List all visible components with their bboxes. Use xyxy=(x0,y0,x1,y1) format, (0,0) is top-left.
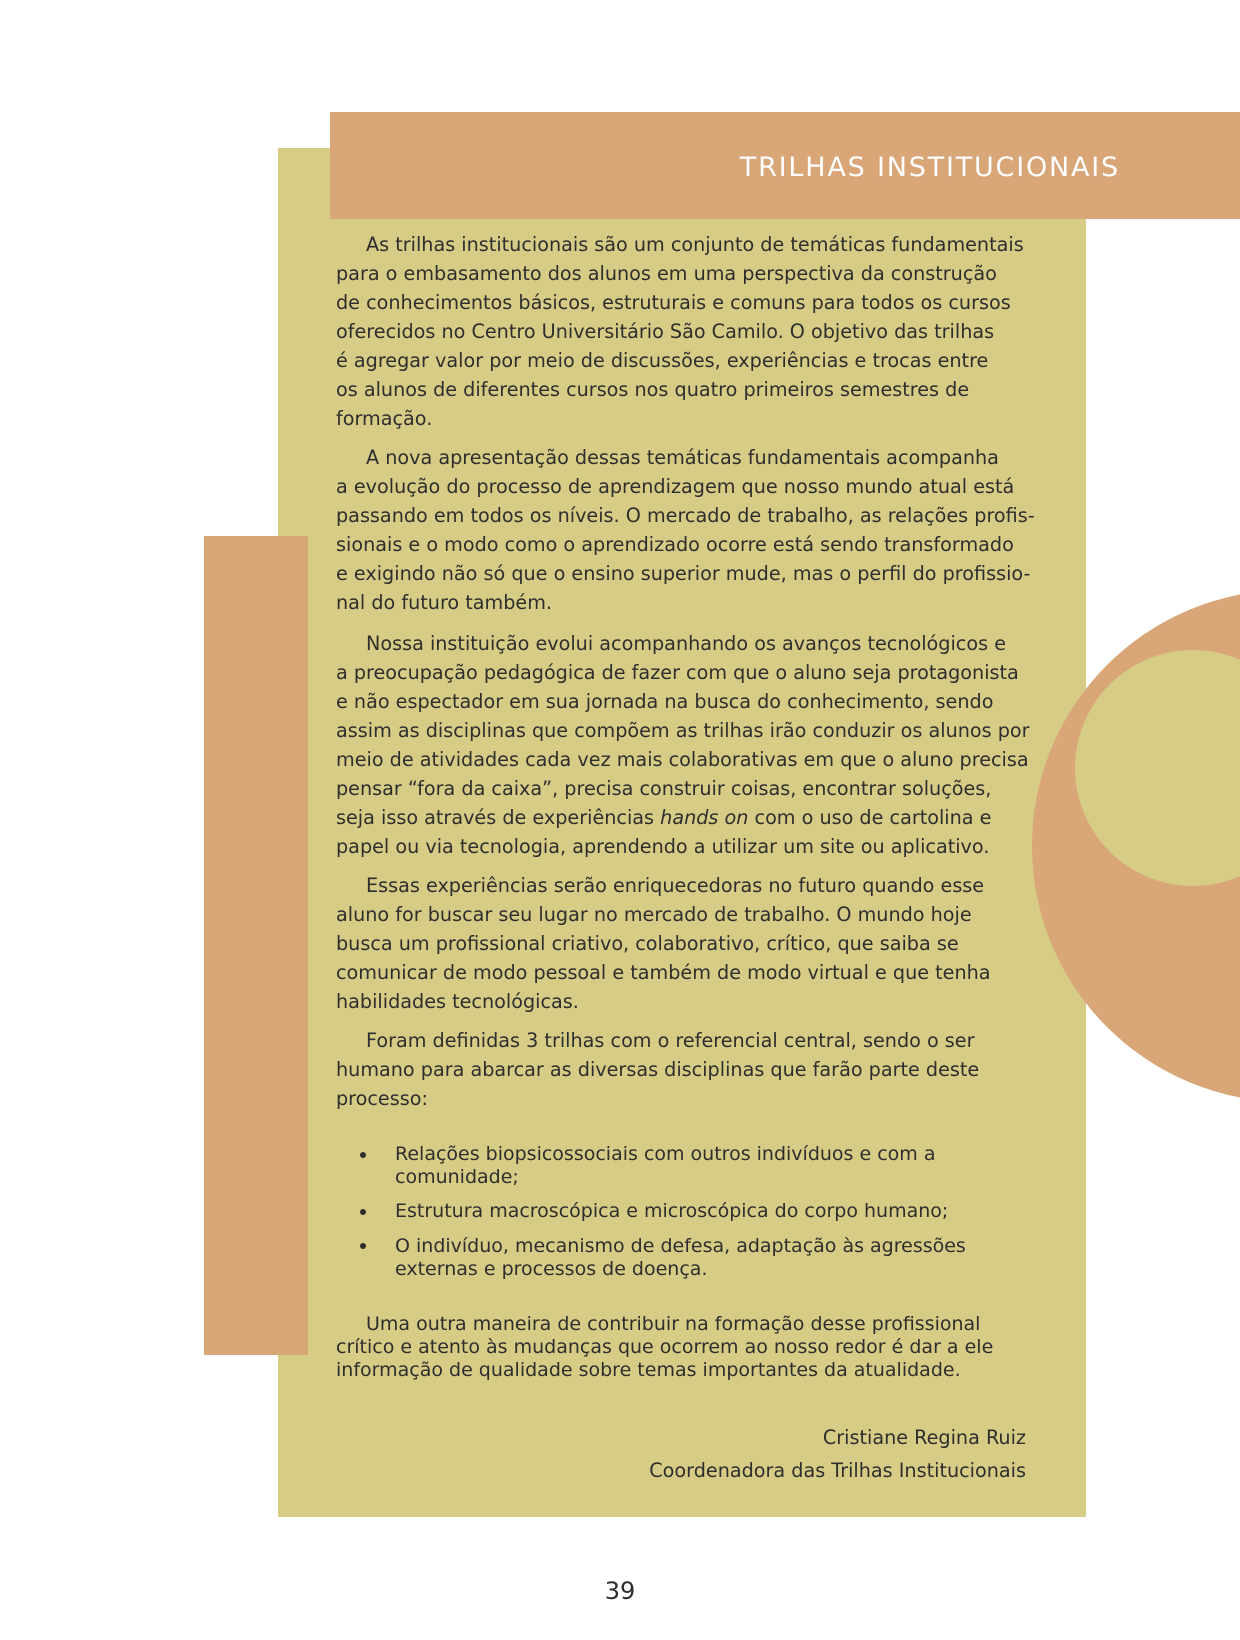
text-line: é agregar valor por meio de discussões, experiências e trocas entre xyxy=(336,349,989,372)
text-line: comunicar de modo pessoal e também de modo virtual e que tenha xyxy=(336,961,991,984)
text-line: Uma outra maneira de contribuir na formação desse profissional xyxy=(366,1313,981,1335)
text-segment: seja isso através de experiências xyxy=(336,805,661,829)
text-line: As trilhas institucionais são um conjunto de temáticas fundamentais xyxy=(366,233,1024,256)
text-line: Relações biopsicossociais com outros indivíduos e com a xyxy=(395,1143,936,1165)
header-band xyxy=(330,112,1240,219)
paragraph-new-presentation xyxy=(336,443,1056,617)
text-line: assim as disciplinas que compõem as trilhas irão conduzir os alunos por xyxy=(336,718,1030,742)
text-line: O indivíduo, mecanismo de defesa, adaptação às agressões xyxy=(395,1234,966,1257)
text-line: sionais e o modo como o aprendizado ocorre está sendo transformado xyxy=(336,533,1014,556)
text-line: crítico e atento às mudanças que ocorrem ao nosso redor é dar a ele xyxy=(336,1336,994,1358)
text-line: habilidades tecnológicas. xyxy=(336,990,579,1013)
bullet-marker xyxy=(360,1209,366,1215)
text-line: e exigindo não só que o ensino superior mude, mas o perfil do profissio- xyxy=(336,562,1031,585)
paragraph-trails-defined xyxy=(336,1026,1056,1113)
text-line: aluno for buscar seu lugar no mercado de trabalho. O mundo hoje xyxy=(336,903,972,926)
author-role: Coordenadora das Trilhas Institucionais xyxy=(649,1458,1026,1482)
italic-term: hands on xyxy=(660,805,749,829)
list-item xyxy=(336,1143,1036,1189)
bullet-marker xyxy=(360,1243,366,1249)
author-name: Cristiane Regina Ruiz xyxy=(822,1425,1026,1449)
page-title: TRILHAS INSTITUCIONAIS xyxy=(739,152,1120,183)
text-line xyxy=(336,803,1056,832)
text-line: externas e processos de doença. xyxy=(395,1257,708,1280)
text-line: Foram definidas 3 trilhas com o referencial central, sendo o ser xyxy=(366,1028,975,1052)
paragraph-institution xyxy=(336,629,1056,861)
paragraph-intro xyxy=(336,230,1056,433)
text-line: Essas experiências serão enriquecedoras no futuro quando esse xyxy=(366,874,985,897)
text-line: meio de atividades cada vez mais colaborativas em que o aluno precisa xyxy=(336,747,1029,771)
paragraph-experiences xyxy=(336,871,1056,1016)
list-item xyxy=(336,1235,1036,1281)
text-line: para o embasamento dos alunos em uma perspectiva da construção xyxy=(336,262,997,285)
text-line: Nossa instituição evolui acompanhando os avanços tecnológicos e xyxy=(366,631,1006,655)
text-line: humano para abarcar as diversas disciplinas que farão parte deste xyxy=(336,1057,980,1081)
text-line: processo: xyxy=(336,1086,428,1110)
text-line: de conhecimentos básicos, estruturais e comuns para todos os cursos xyxy=(336,291,1011,314)
trail-list xyxy=(336,1143,1036,1281)
bullet-marker xyxy=(360,1152,366,1158)
text-line: a evolução do processo de aprendizagem que nosso mundo atual está xyxy=(336,475,1015,498)
text-line: papel ou via tecnologia, aprendendo a utilizar um site ou aplicativo. xyxy=(336,834,990,858)
text-line: comunidade; xyxy=(395,1166,519,1188)
text-segment: com o uso de cartolina e xyxy=(748,805,992,829)
paragraph-closing xyxy=(336,1313,1056,1382)
left-accent-strip xyxy=(204,536,308,1355)
text-line: a preocupação pedagógica de fazer com que o aluno seja protagonista xyxy=(336,660,1019,684)
text-line: Estrutura macroscópica e microscópica do corpo humano; xyxy=(395,1200,949,1223)
page-number: 39 xyxy=(604,1577,636,1605)
text-line: pensar “fora da caixa”, precisa construir coisas, encontrar soluções, xyxy=(336,776,992,800)
text-line: e não espectador em sua jornada na busca do conhecimento, sendo xyxy=(336,689,994,713)
text-line: os alunos de diferentes cursos nos quatro primeiros semestres de xyxy=(336,378,970,401)
text-line: passando em todos os níveis. O mercado de trabalho, as relações profis- xyxy=(336,504,1035,527)
text-line: nal do futuro também. xyxy=(336,591,553,614)
list-item xyxy=(336,1200,1036,1223)
text-line: busca um profissional criativo, colaborativo, crítico, que saiba se xyxy=(336,932,959,955)
text-line: formação. xyxy=(336,407,433,430)
text-line: informação de qualidade sobre temas importantes da atualidade. xyxy=(336,1359,961,1381)
text-line: oferecidos no Centro Universitário São Camilo. O objetivo das trilhas xyxy=(336,320,995,343)
text-line: A nova apresentação dessas temáticas fundamentais acompanha xyxy=(366,446,999,469)
signature-block xyxy=(336,1421,1026,1487)
